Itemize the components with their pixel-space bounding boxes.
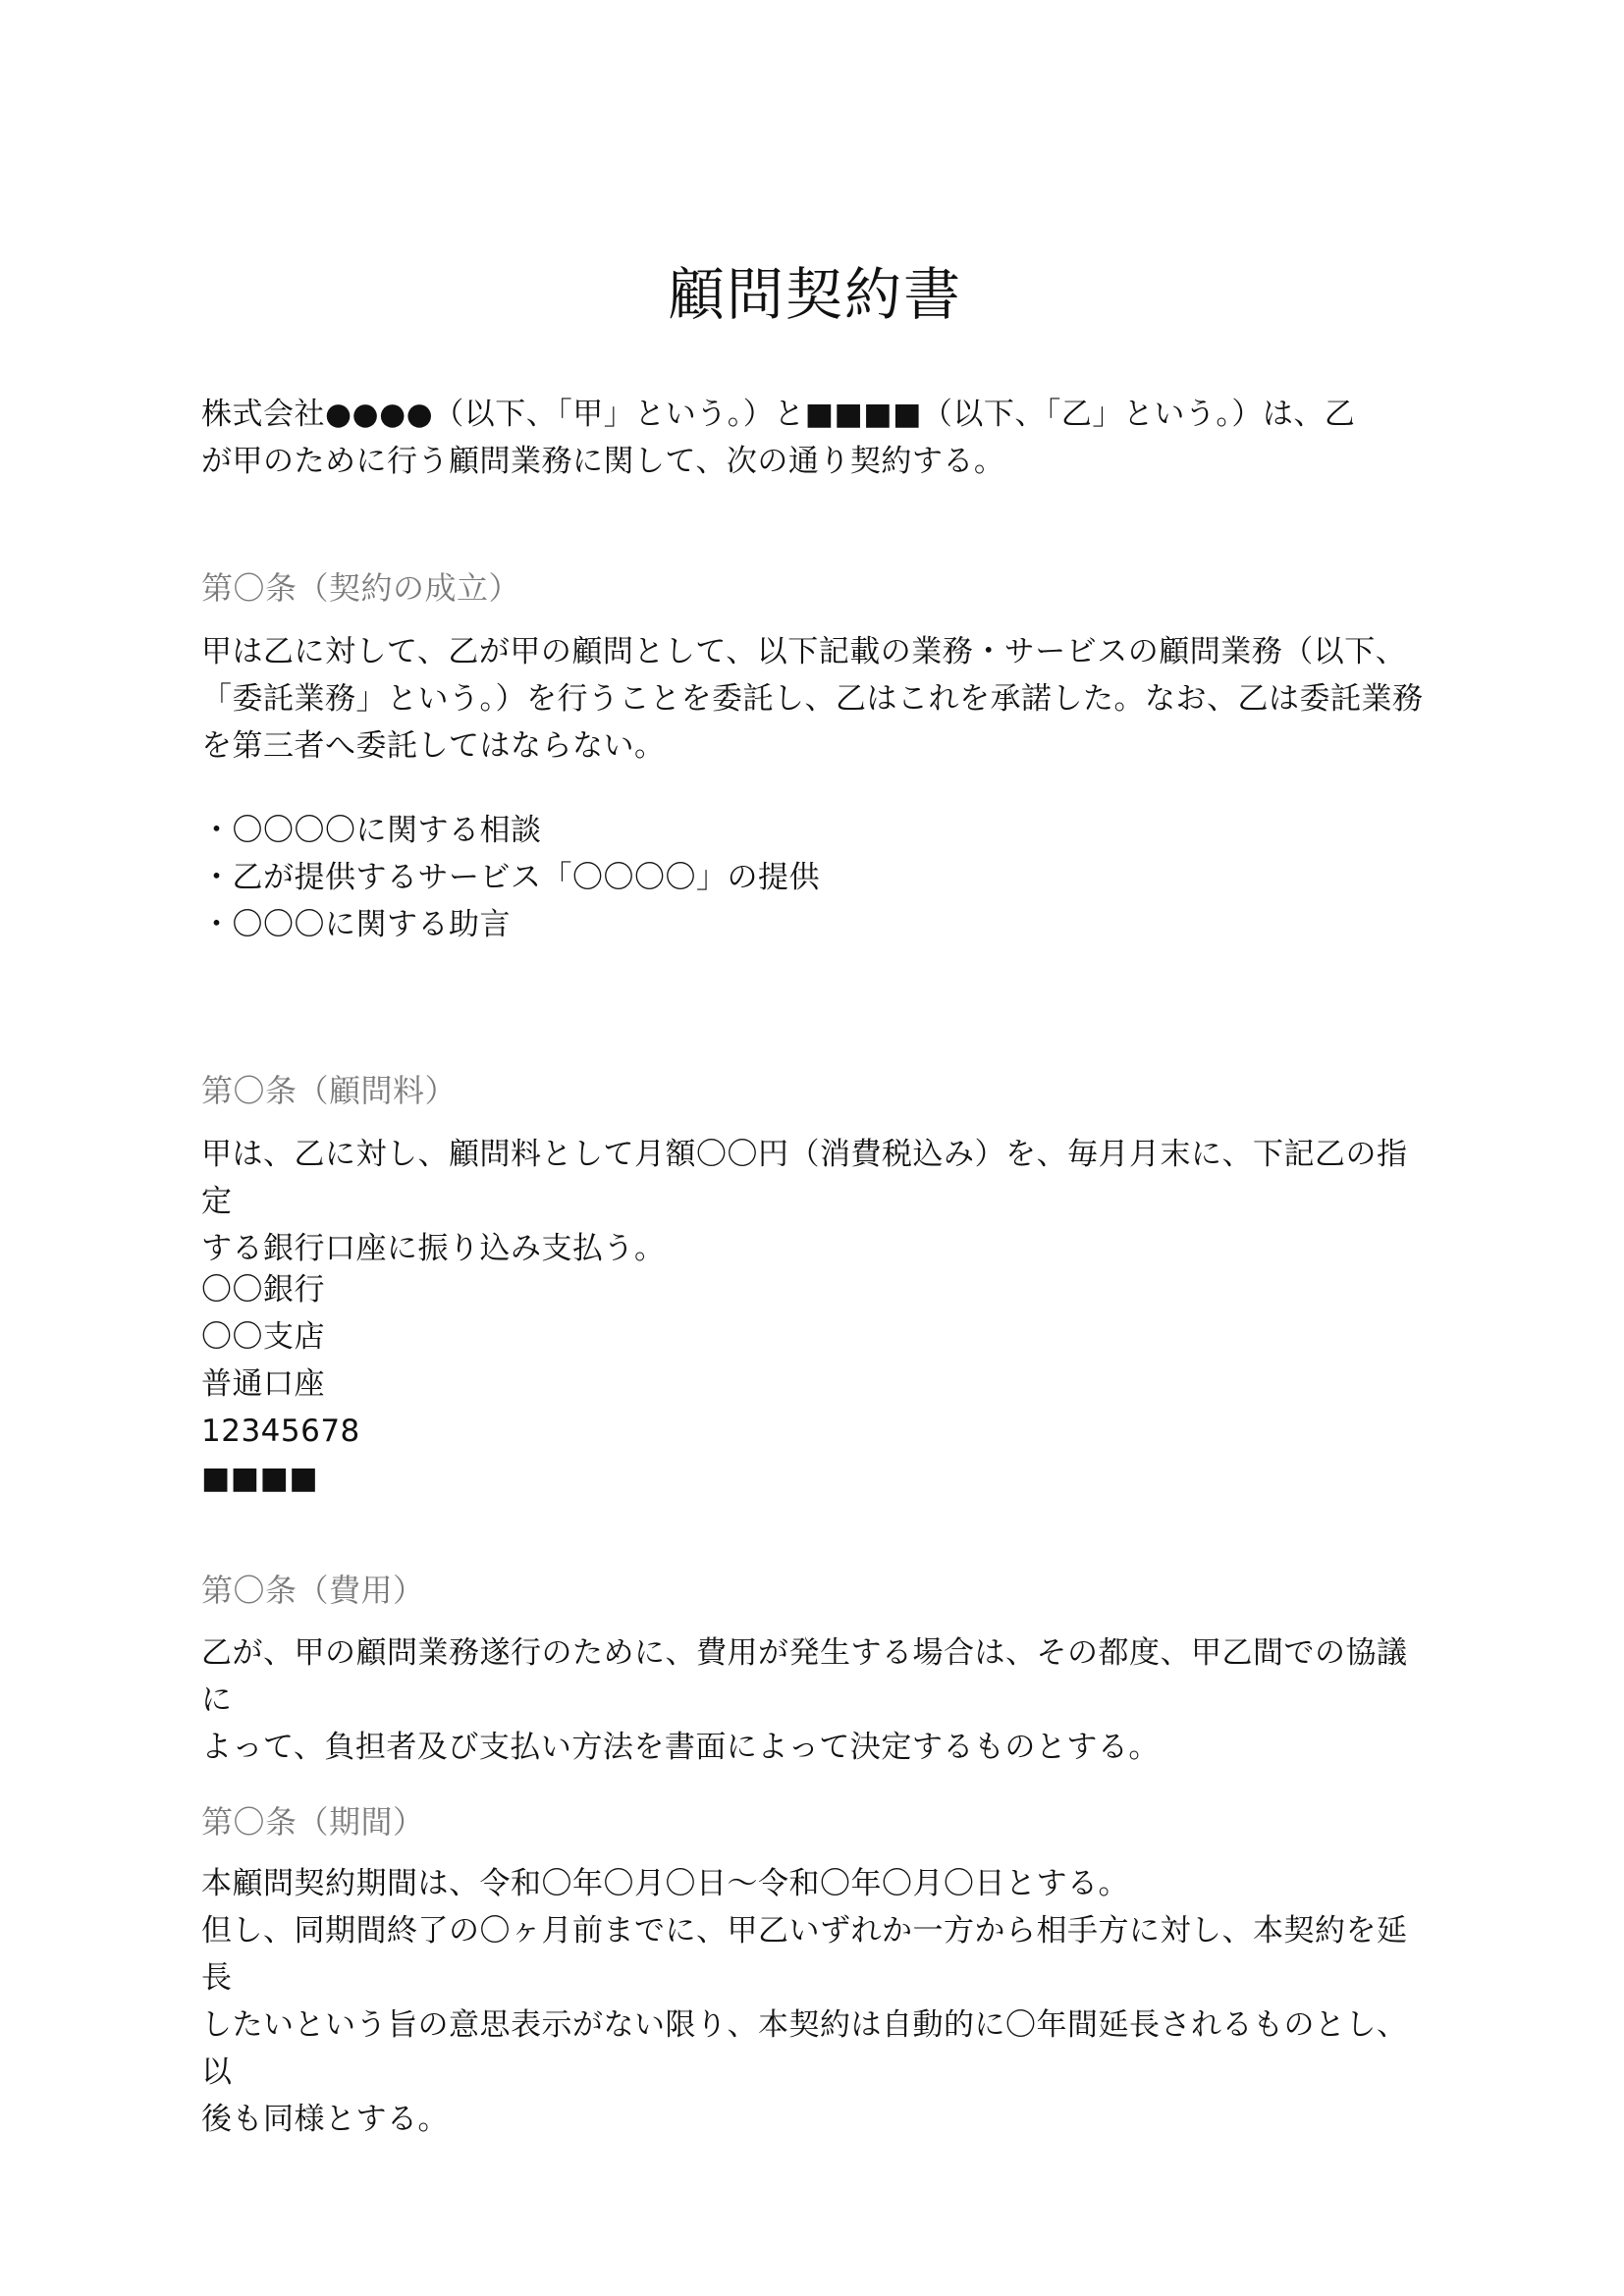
- list-item: ・〇〇〇に関する助言: [201, 907, 511, 942]
- article-line: 甲は、乙に対し、顧問料として月額〇〇円（消費税込み）を、毎月月末に、下記乙の指定: [201, 1137, 1408, 1219]
- document-title: 顧問契約書: [667, 261, 962, 328]
- article-line: 本顧問契約期間は、令和〇年〇月〇日〜令和〇年〇月〇日とする。: [201, 1866, 1129, 1901]
- list-item: ・〇〇〇〇に関する相談: [201, 813, 542, 848]
- article-formation-body: [201, 628, 1429, 770]
- intro-line: が甲のために行う顧問業務に関して、次の通り契約する。: [201, 444, 1005, 479]
- article-line: 但し、同期間終了の〇ヶ月前までに、甲乙いずれか一方から相手方に対し、本契約を延長: [201, 1913, 1408, 1996]
- bank-branch: 〇〇支店: [201, 1319, 325, 1355]
- article-line: する銀行口座に振り込み支払う。: [201, 1231, 666, 1266]
- article-line: 後も同様とする。: [201, 2102, 449, 2137]
- article-fee-body: [201, 1131, 1429, 1272]
- list-item: ・乙が提供するサービス「〇〇〇〇」の提供: [201, 860, 820, 895]
- article-line: 乙が、甲の顧問業務遂行のために、費用が発生する場合は、その都度、甲乙間での協議に: [201, 1635, 1408, 1718]
- article-heading-formation: 第〇条（契約の成立）: [201, 569, 521, 607]
- article-line: よって、負担者及び支払い方法を書面によって決定するものとする。: [201, 1730, 1160, 1765]
- article-line: したいという旨の意思表示がない限り、本契約は自動的に〇年間延長されるものとし、以: [201, 2007, 1408, 2090]
- bank-account-block: [201, 1266, 1429, 1502]
- article-heading-fee: 第〇条（顧問料）: [201, 1072, 458, 1109]
- service-list: [201, 807, 1429, 948]
- article-line: を第三者へ委託してはならない。: [201, 728, 666, 764]
- account-number: 12345678: [201, 1414, 360, 1449]
- article-expenses-body: [201, 1629, 1429, 1771]
- account-type: 普通口座: [201, 1366, 325, 1402]
- article-line: 「委託業務」という。）を行うことを委託し、乙はこれを承諾した。なお、乙は委託業務: [201, 681, 1424, 717]
- article-heading-term: 第〇条（期間）: [201, 1803, 425, 1841]
- intro-line: 株式会社●●●●（以下、「甲」という。）と■■■■（以下、「乙」という。）は、乙: [201, 397, 1356, 432]
- account-holder: ■■■■: [201, 1461, 319, 1496]
- intro-paragraph: [201, 391, 1429, 485]
- bank-name: 〇〇銀行: [201, 1272, 325, 1308]
- service-list-block: [201, 807, 1429, 948]
- article-term-body: [201, 1860, 1429, 2143]
- article-line: 甲は乙に対して、乙が甲の顧問として、以下記載の業務・サービスの顧問業務（以下、: [201, 634, 1407, 669]
- article-heading-expenses: 第〇条（費用）: [201, 1572, 425, 1609]
